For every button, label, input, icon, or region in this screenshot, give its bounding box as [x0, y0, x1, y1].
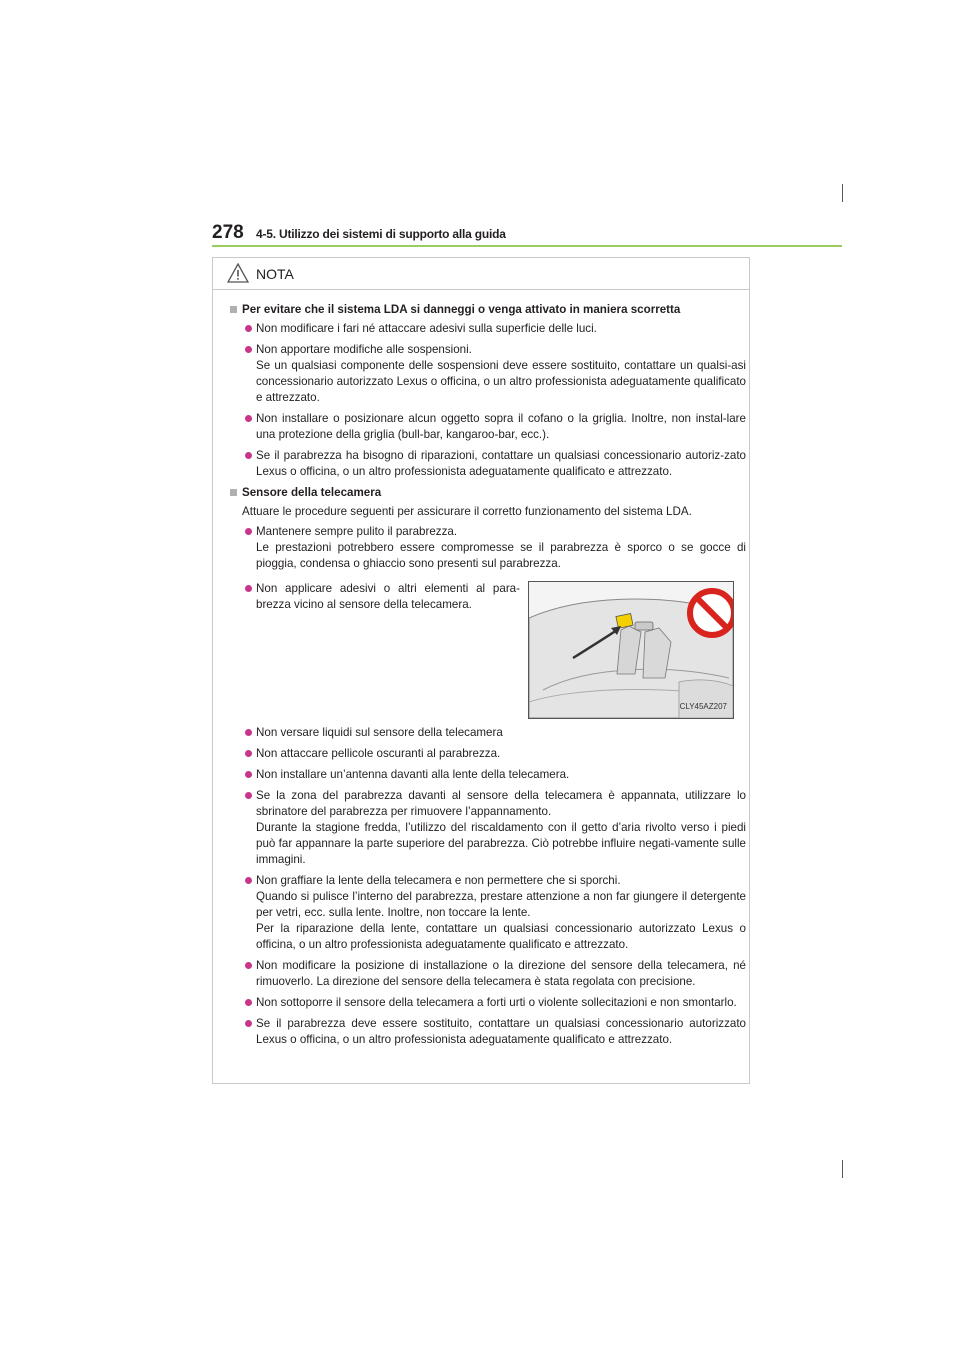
- bullet-text: Quando si pulisce l’interno del parabrezza, prestare attenzione a non far giungere il detergente per vetri, ecc. sulla lente. Inoltre, non toccare la lente.: [256, 890, 746, 919]
- car-interior-illustration: [529, 582, 733, 718]
- nota-content: [230, 302, 746, 1053]
- bullet-item: [230, 321, 746, 337]
- bullet-item: [230, 411, 746, 443]
- bullet-item: [230, 873, 746, 953]
- bullet-item: Non applicare adesivi o altri elementi al para-brezza vicino al sensore della telecamera.: [230, 581, 520, 613]
- bullet-item: [230, 958, 746, 990]
- page-header: [212, 222, 842, 246]
- nota-header: [213, 258, 749, 290]
- bullet-item: [230, 1016, 746, 1048]
- windshield-camera-illustration: [528, 581, 734, 719]
- bullet-text: Non modificare i fari né attaccare adesivi sulla superficie delle luci.: [256, 322, 597, 335]
- bullet-dot-icon: [245, 325, 252, 332]
- bullet-dot-icon: [245, 999, 252, 1006]
- bullet-item: [230, 524, 746, 572]
- warning-triangle-icon: [227, 263, 249, 283]
- bullet-text: Se il parabrezza ha bisogno di riparazioni, contattare un qualsiasi concessionario autoriz-zato Lexus o officina, o un altro professionista adeguatamente qualificato e attrezzato.: [256, 449, 746, 478]
- bullet-list: [230, 725, 746, 1048]
- bullet-text: Non versare liquidi sul sensore della telecamera: [256, 726, 503, 739]
- section-lda-list: [230, 321, 746, 480]
- bullet-text: Non attaccare pellicole oscuranti al parabrezza.: [256, 747, 501, 760]
- bullet-text: Non modificare la posizione di installazione o la direzione del sensore della telecamera, né rimuoverlo. La direzione del sensore della telecamera è stata regolata con precisione.: [256, 959, 746, 988]
- bullet-text: Non sottoporre il sensore della telecamera a forti urti o violente sollecitazioni e non smontarlo.: [256, 996, 737, 1009]
- header-divider: [212, 245, 842, 247]
- nota-box: [212, 257, 750, 1084]
- square-bullet-icon: [230, 306, 237, 313]
- section-camera-intro: Attuare le procedure seguenti per assicurare il corretto funzionamento del sistema LDA.: [242, 505, 692, 518]
- page-number: 278: [212, 222, 244, 243]
- bullet-list: [230, 524, 746, 572]
- bullet-dot-icon: [245, 962, 252, 969]
- bullet-dot-icon: [245, 750, 252, 757]
- square-bullet-icon: [230, 489, 237, 496]
- figure-code: CLY45AZ207: [679, 702, 727, 711]
- bullet-dot-icon: [245, 877, 252, 884]
- bullet-item: [230, 746, 746, 762]
- bullet-item: [230, 788, 746, 868]
- bullet-item: [230, 767, 746, 783]
- bullet-item: [230, 448, 746, 480]
- bullet-dot-icon: [245, 771, 252, 778]
- bullet-item: [230, 342, 746, 406]
- bullet-text: Non apportare modifiche alle sospensioni.: [256, 343, 472, 356]
- bullet-text: Se la zona del parabrezza davanti al sensore della telecamera è appannata, utilizzare lo sbrinatore del parabrezza per rimuovere l’appannamento.: [256, 789, 746, 818]
- crop-mark-top: [842, 184, 843, 202]
- bullet-dot-icon: [245, 415, 252, 422]
- bullet-dot-icon: [245, 346, 252, 353]
- bullet-text: Se un qualsiasi componente delle sospensioni deve essere sostituito, contattare un qualsi-asi concessionario autorizzato Lexus o officina, o un altro professionista adeguatamente qualificato e attrezzato.: [256, 359, 746, 404]
- bullet-dot-icon: [245, 528, 252, 535]
- bullet-item: [230, 725, 746, 741]
- section-title: 4-5. Utilizzo dei sistemi di supporto alla guida: [256, 227, 506, 241]
- bullet-dot-icon: [245, 792, 252, 799]
- prohibition-icon: [690, 591, 733, 635]
- bullet-dot-icon: [245, 585, 252, 592]
- bullet-dot-icon: [245, 729, 252, 736]
- bullet-item: [230, 995, 746, 1011]
- section-heading-lda: Per evitare che il sistema LDA si danneggi o venga attivato in maniera scorretta: [230, 302, 746, 318]
- bullet-text: Non graffiare la lente della telecamera e non permettere che si sporchi.: [256, 874, 621, 887]
- bullet-text: Durante la stagione fredda, l’utilizzo del riscaldamento con il getto d’aria rivolto verso i piedi può far appannare la parte superiore del parabrezza. Ciò potrebbe influire negati-vamente sulle immagini.: [256, 821, 746, 866]
- bullet-dot-icon: [245, 1020, 252, 1027]
- bullet-text: Le prestazioni potrebbero essere compromesse se il parabrezza è sporco o se gocce di pioggia, condensa o ghiaccio sono presenti sul parabrezza.: [256, 541, 746, 570]
- crop-mark-bottom: [842, 1160, 843, 1178]
- section-heading-camera: Sensore della telecamera: [230, 485, 746, 501]
- bullet-text: Per la riparazione della lente, contattare un qualsiasi concessionario autorizzato Lexus o officina, o un altro professionista adeguatamente qualificato e attrezzato.: [256, 922, 746, 951]
- bullet-text: Non installare un’antenna davanti alla lente della telecamera.: [256, 768, 570, 781]
- bullet-text: Mantenere sempre pulito il parabrezza.: [256, 525, 458, 538]
- bullet-dot-icon: [245, 452, 252, 459]
- bullet-text: Non installare o posizionare alcun oggetto sopra il cofano o la griglia. Inoltre, non instal-lare una protezione della griglia (bull-bar, kangaroo-bar, ecc.).: [256, 412, 746, 441]
- figure-row: [230, 581, 746, 721]
- bullet-text: Se il parabrezza deve essere sostituito, contattare un qualsiasi concessionario autorizzato Lexus o officina, o un altro professionista adeguatamente qualificato e attrezzato.: [256, 1017, 746, 1046]
- nota-title: NOTA: [256, 266, 294, 282]
